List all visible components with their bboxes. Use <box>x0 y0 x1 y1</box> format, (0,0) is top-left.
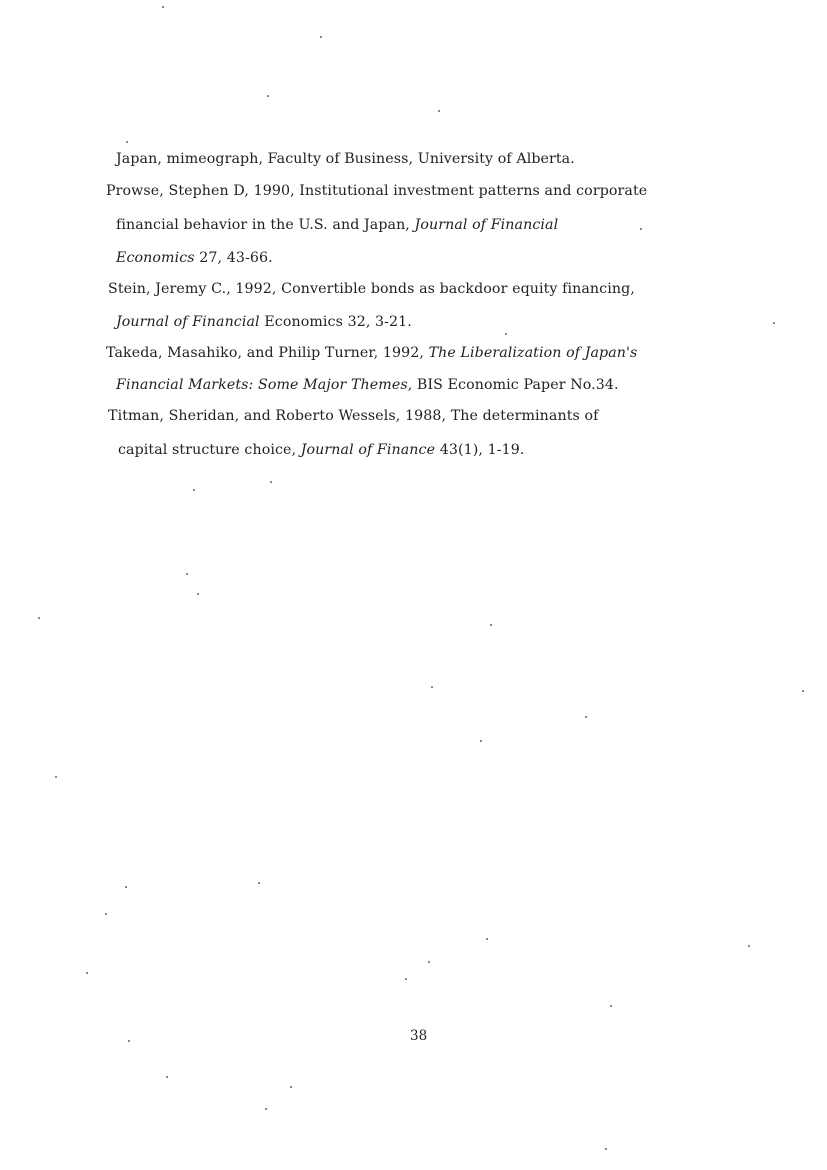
reference-journal: Journal of Finance <box>300 442 436 458</box>
reference-line <box>116 249 273 267</box>
scan-speck <box>105 913 107 915</box>
reference-line <box>116 376 619 394</box>
reference-line <box>106 182 647 200</box>
scan-speck <box>438 110 440 112</box>
reference-text: , BIS Economic Paper No.34. <box>407 377 619 393</box>
scan-speck <box>605 1148 607 1150</box>
scan-speck <box>258 882 260 884</box>
scan-speck <box>290 1086 292 1088</box>
scan-speck <box>802 690 804 692</box>
reference-text: Japan, mimeograph, Faculty of Business, University of Alberta. <box>116 151 575 167</box>
scan-speck <box>505 333 507 335</box>
reference-title: Financial Markets: Some Major Themes <box>116 377 408 393</box>
scan-speck <box>38 617 40 619</box>
scan-speck <box>610 1005 612 1007</box>
reference-text: financial behavior in the U.S. and Japan, <box>116 217 415 233</box>
reference-line <box>108 280 635 298</box>
reference-line <box>118 441 524 459</box>
scan-speck <box>270 481 272 483</box>
reference-text: Titman, Sheridan, and Roberto Wessels, 1988, The determinants of <box>108 408 599 424</box>
scan-speck <box>193 489 195 491</box>
scan-speck <box>431 686 433 688</box>
reference-text: 43(1), 1-19. <box>435 442 525 458</box>
scan-speck <box>773 322 775 324</box>
scan-speck <box>126 141 128 143</box>
scan-speck <box>490 624 492 626</box>
reference-line <box>116 150 575 168</box>
scan-speck <box>162 6 164 8</box>
scan-speck <box>55 776 57 778</box>
scan-speck <box>125 886 127 888</box>
scan-speck <box>640 228 642 230</box>
reference-journal: Journal of Financial <box>116 314 260 330</box>
reference-text: 27, 43-66. <box>194 250 273 266</box>
reference-text: Stein, Jeremy C., 1992, Convertible bonds as backdoor equity financing, <box>108 281 635 297</box>
scan-speck <box>186 573 188 575</box>
scan-speck <box>320 36 322 38</box>
reference-line <box>106 344 637 362</box>
reference-text: Takeda, Masahiko, and Philip Turner, 1992, <box>106 345 429 361</box>
scan-speck <box>128 1040 130 1042</box>
scan-speck <box>86 972 88 974</box>
reference-line <box>108 407 598 425</box>
scan-speck <box>197 593 199 595</box>
reference-line <box>116 216 558 234</box>
reference-text: Economics 32, 3-21. <box>259 314 412 330</box>
scan-speck <box>265 1108 267 1110</box>
scan-speck <box>405 978 407 980</box>
reference-journal: Journal of Financial <box>414 217 559 233</box>
scan-speck <box>480 740 482 742</box>
reference-text: capital structure choice, <box>118 442 301 458</box>
scan-speck <box>166 1076 168 1078</box>
reference-line <box>116 313 412 331</box>
scan-speck <box>428 961 430 963</box>
scan-speck <box>748 945 750 947</box>
reference-journal: Economics <box>116 250 195 266</box>
scan-speck <box>585 716 587 718</box>
scan-speck <box>267 95 269 97</box>
scan-speck <box>486 938 488 940</box>
reference-text: Prowse, Stephen D, 1990, Institutional investment patterns and corporate <box>106 183 648 199</box>
reference-title: The Liberalization of Japan's <box>428 345 638 361</box>
page-number: 38 <box>410 1028 428 1044</box>
